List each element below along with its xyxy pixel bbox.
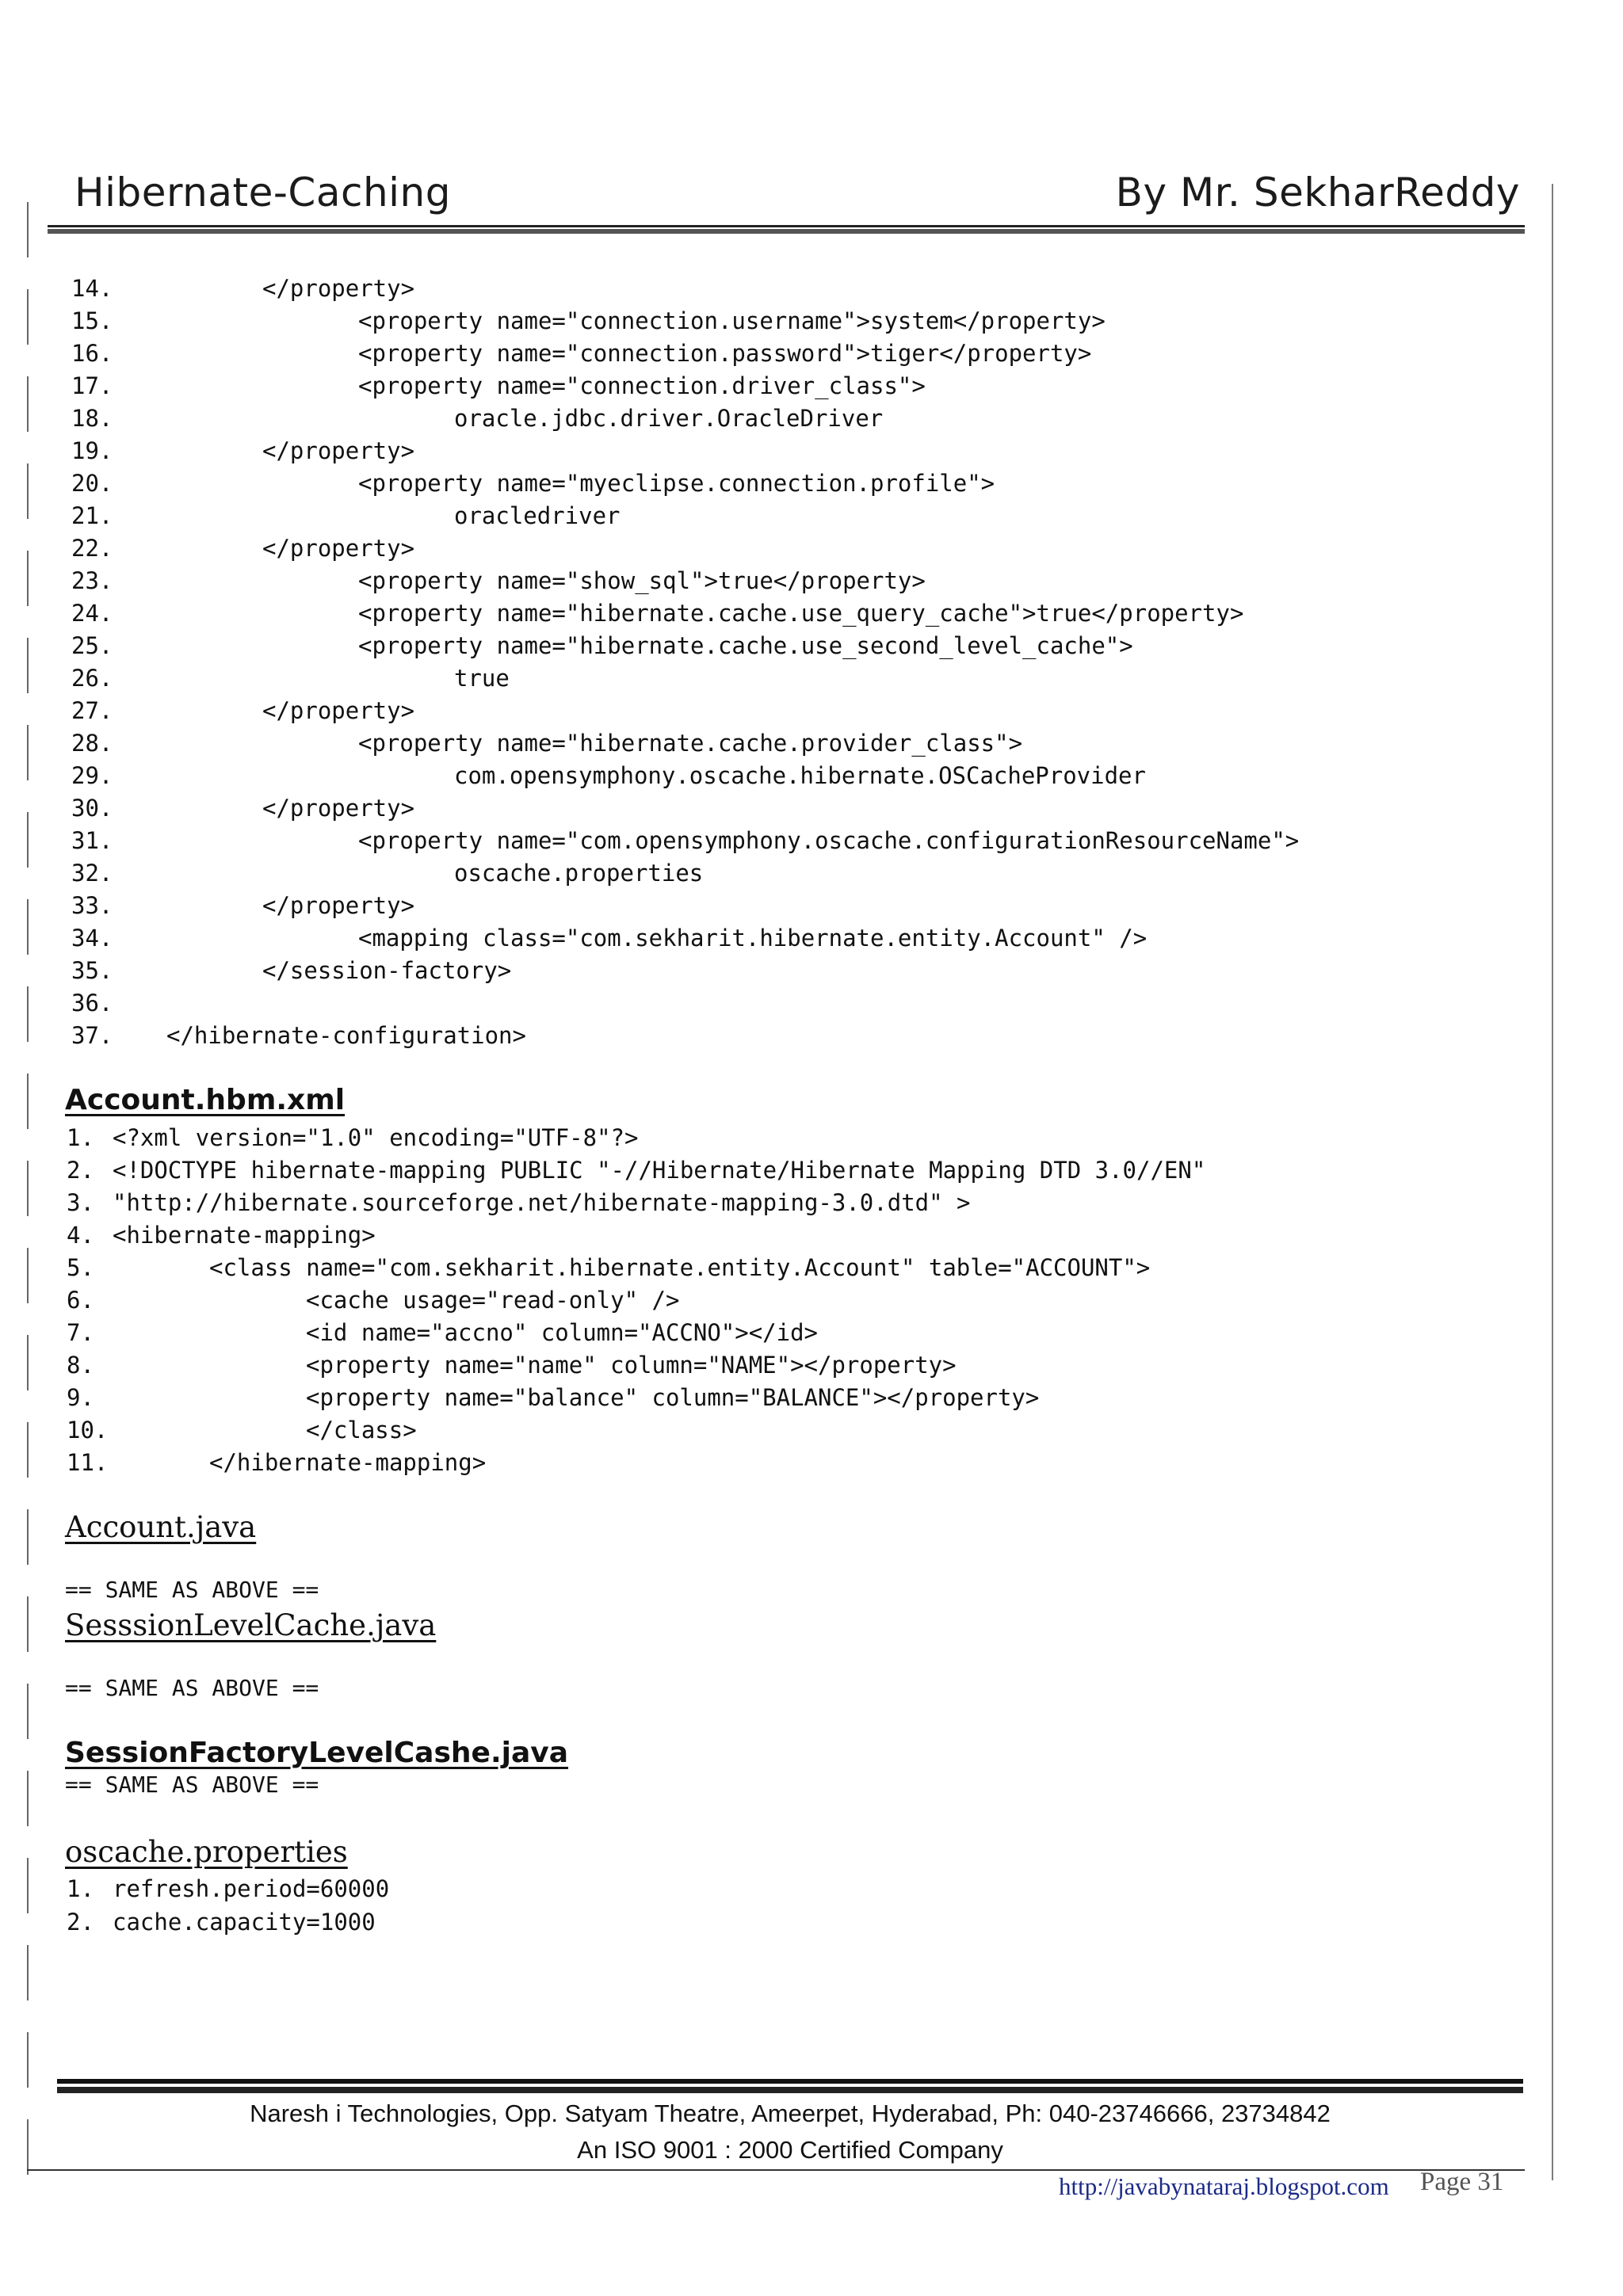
line-number: 5.	[67, 1254, 94, 1281]
code-line: <hibernate-mapping>	[113, 1222, 376, 1249]
line-number: 24.	[71, 600, 113, 627]
code-line: <id name="accno" column="ACCNO"></id>	[306, 1319, 819, 1346]
line-number: 8.	[67, 1352, 94, 1379]
code-line: refresh.period=60000	[113, 1875, 390, 1902]
section-title-oscache-properties: oscache.properties	[65, 1835, 348, 1869]
line-number: 17.	[71, 372, 113, 399]
code-line: <property name="hibernate.cache.use_query_cache">true</property>	[358, 600, 1244, 627]
code-line: cache.capacity=1000	[113, 1909, 376, 1936]
left-margin-rule	[27, 202, 29, 2175]
code-line: <property name="connection.driver_class">	[358, 372, 926, 399]
header-rule	[48, 225, 1525, 227]
line-number: 36.	[71, 990, 113, 1016]
code-line: <property name="name" column="NAME"></property>	[306, 1352, 957, 1379]
code-line: </property>	[262, 535, 415, 562]
line-number: 6.	[67, 1287, 94, 1314]
line-number: 1.	[67, 1124, 94, 1151]
line-number: 23.	[71, 567, 113, 594]
code-line: <mapping class="com.sekharit.hibernate.entity.Account" />	[358, 925, 1148, 952]
code-line: oracledriver	[454, 502, 621, 529]
code-line: true	[454, 665, 510, 692]
code-line: </property>	[262, 892, 415, 919]
code-line: <property name="show_sql">true</property>	[358, 567, 926, 594]
code-line: </property>	[262, 697, 415, 724]
line-number: 16.	[71, 340, 113, 367]
line-number: 21.	[71, 502, 113, 529]
line-number: 28.	[71, 730, 113, 757]
line-number: 30.	[71, 795, 113, 822]
line-number: 22.	[71, 535, 113, 562]
code-line: <class name="com.sekharit.hibernate.entity.Account" table="ACCOUNT">	[209, 1254, 1151, 1281]
line-number: 2.	[67, 1909, 94, 1936]
line-number: 11.	[67, 1449, 109, 1476]
footer-bottom-rule	[27, 2169, 1525, 2171]
line-number: 20.	[71, 470, 113, 497]
line-number: 19.	[71, 437, 113, 464]
header-title: Hibernate-Caching	[74, 170, 451, 215]
line-number: 35.	[71, 957, 113, 984]
line-number: 4.	[67, 1222, 94, 1249]
line-number: 14.	[71, 275, 113, 302]
code-line: oscache.properties	[454, 860, 704, 887]
line-number: 32.	[71, 860, 113, 887]
code-line: <!DOCTYPE hibernate-mapping PUBLIC "-//Hibernate/Hibernate Mapping DTD 3.0//EN"	[113, 1157, 1206, 1184]
line-number: 26.	[71, 665, 113, 692]
same-as-above-note: == SAME AS ABOVE ==	[65, 1772, 319, 1798]
code-line: </class>	[306, 1417, 417, 1444]
line-number: 25.	[71, 632, 113, 659]
code-line: <property name="connection.username">system</property>	[358, 307, 1106, 334]
code-line: </property>	[262, 795, 415, 822]
code-line: </session-factory>	[262, 957, 512, 984]
same-as-above-note: == SAME AS ABOVE ==	[65, 1675, 319, 1701]
line-number: 29.	[71, 762, 113, 789]
header-rule-thick	[48, 229, 1525, 234]
line-number: 1.	[67, 1875, 94, 1902]
line-number: 27.	[71, 697, 113, 724]
section-title-session-factory-level-cache: SessionFactoryLevelCashe.java	[65, 1737, 569, 1769]
section-title-account-hbm: Account.hbm.xml	[65, 1084, 346, 1116]
section-title-session-level-cache: SesssionLevelCache.java	[65, 1608, 437, 1642]
right-margin-rule	[1552, 184, 1553, 2180]
code-line: <property name="connection.password">tiger</property>	[358, 340, 1092, 367]
code-line: </hibernate-mapping>	[209, 1449, 487, 1476]
same-as-above-note: == SAME AS ABOVE ==	[65, 1577, 319, 1603]
line-number: 15.	[71, 307, 113, 334]
header-author: By Mr. SekharReddy	[1115, 170, 1520, 215]
code-line: <cache usage="read-only" />	[306, 1287, 680, 1314]
code-line: <?xml version="1.0" encoding="UTF-8"?>	[113, 1124, 639, 1151]
code-line: oracle.jdbc.driver.OracleDriver	[454, 405, 884, 432]
line-number: 33.	[71, 892, 113, 919]
code-line: <property name="myeclipse.connection.profile">	[358, 470, 995, 497]
line-number: 18.	[71, 405, 113, 432]
section-title-account-java: Account.java	[65, 1510, 257, 1544]
code-line: </property>	[262, 275, 415, 302]
footer-address: Naresh i Technologies, Opp. Satyam Theatre, Ameerpet, Hyderabad, Ph: 040-23746666, 23734842	[250, 2100, 1331, 2127]
footer-certification: An ISO 9001 : 2000 Certified Company	[577, 2136, 1003, 2164]
line-number: 31.	[71, 827, 113, 854]
code-line: <property name="hibernate.cache.use_second_level_cache">	[358, 632, 1133, 659]
line-number: 37.	[71, 1022, 113, 1049]
page-number: Page 31	[1420, 2168, 1504, 2196]
code-line: </property>	[262, 437, 415, 464]
code-line: "http://hibernate.sourceforge.net/hibernate-mapping-3.0.dtd" >	[113, 1189, 971, 1216]
line-number: 9.	[67, 1384, 94, 1411]
code-line: com.opensymphony.oscache.hibernate.OSCacheProvider	[454, 762, 1146, 789]
line-number: 34.	[71, 925, 113, 952]
footer-rule-thick	[57, 2087, 1523, 2093]
code-line: <property name="hibernate.cache.provider_class">	[358, 730, 1023, 757]
blog-url-link[interactable]: http://javabynataraj.blogspot.com	[1059, 2172, 1389, 2200]
line-number: 3.	[67, 1189, 94, 1216]
code-line: <property name="com.opensymphony.oscache.configurationResourceName">	[358, 827, 1300, 854]
code-line: </hibernate-configuration>	[166, 1022, 526, 1049]
line-number: 2.	[67, 1157, 94, 1184]
code-line: <property name="balance" column="BALANCE"></property>	[306, 1384, 1040, 1411]
line-number: 7.	[67, 1319, 94, 1346]
footer-rule	[57, 2079, 1523, 2084]
line-number: 10.	[67, 1417, 109, 1444]
